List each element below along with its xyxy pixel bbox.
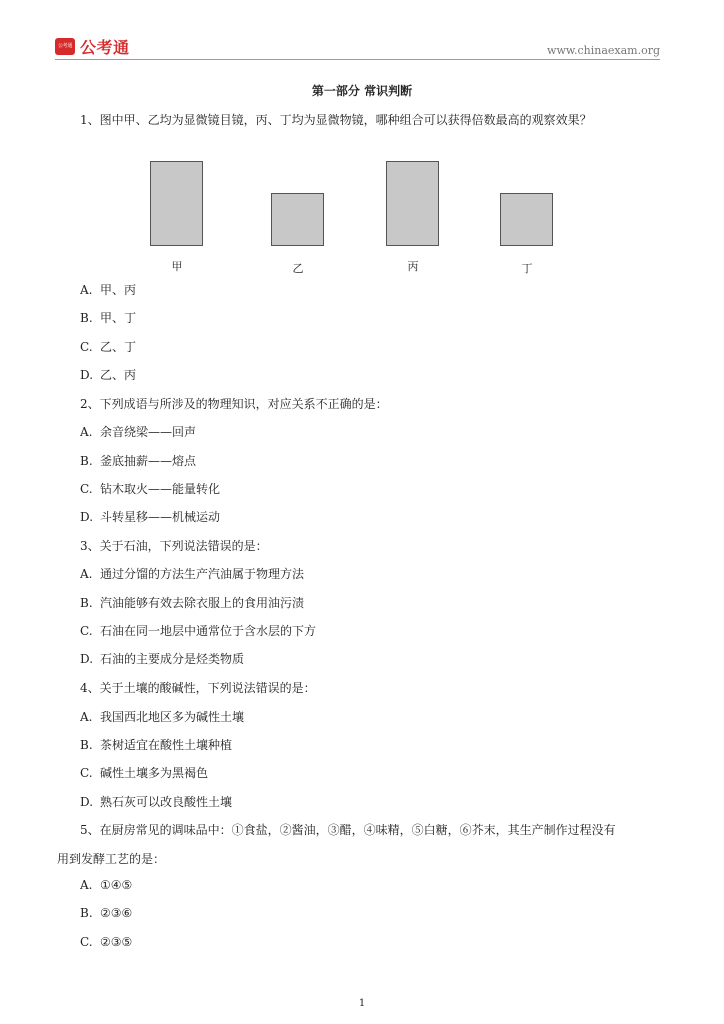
lens-yi: [271, 193, 324, 246]
lens-label-ding: 丁: [521, 262, 533, 275]
option-letter: B.: [80, 738, 93, 752]
option-letter: C.: [80, 482, 93, 496]
lens-jia: [150, 161, 203, 246]
option-text: 通过分馏的方法生产汽油属于物理方法: [100, 567, 305, 581]
q2-option-a: [80, 423, 196, 440]
q2-option-b: [80, 452, 196, 469]
q5-option-a: [80, 878, 132, 892]
option-text: 斗转星移——机械运动: [100, 510, 221, 524]
header-divider: [55, 59, 660, 60]
option-text: ②③⑤: [100, 935, 133, 949]
option-text: 碱性土壤多为黑褐色: [100, 766, 209, 780]
option-text: 我国西北地区多为碱性土壤: [100, 710, 245, 724]
option-letter: B.: [80, 454, 93, 468]
option-text: ②③⑥: [100, 906, 133, 920]
q2-option-d: [80, 508, 220, 525]
option-letter: A.: [80, 425, 93, 439]
option-letter: A.: [80, 567, 93, 581]
option-text: 甲、丁: [100, 311, 137, 325]
logo-badge: 公考通: [55, 38, 75, 55]
option-text: 乙、丁: [100, 340, 137, 354]
option-text: 石油在同一地层中通常位于含水层的下方: [100, 624, 317, 638]
option-text: 茶树适宜在酸性土壤种植: [100, 738, 233, 752]
option-letter: B.: [80, 311, 93, 325]
option-text: 余音绕梁——回声: [100, 425, 197, 439]
option-letter: C.: [80, 766, 93, 780]
option-letter: A.: [80, 283, 93, 297]
section-title: 第一部分 常识判断: [311, 84, 413, 98]
option-letter: D.: [80, 652, 94, 666]
option-letter: C.: [80, 624, 93, 638]
lens-label-yi: 乙: [292, 262, 304, 275]
option-text: 钻木取火——能量转化: [100, 482, 221, 496]
q4-option-d: [80, 793, 232, 810]
option-letter: C.: [80, 340, 93, 354]
q4-option-c: [80, 764, 208, 781]
option-letter: D.: [80, 795, 94, 809]
question-2-stem: 2、下列成语与所涉及的物理知识，对应关系不正确的是：: [80, 397, 388, 411]
option-text: 甲、丙: [100, 283, 137, 297]
question-5-stem: 5、在厨房常见的调味品中：①食盐，②酱油，③醋，④味精，⑤白糖，⑥芥末，其生产制作过程没有: [80, 823, 616, 837]
site-url: www.chinaexam.org: [547, 44, 660, 57]
q3-option-d: [80, 650, 244, 667]
option-text: ①④⑤: [100, 878, 133, 892]
lens-bing: [386, 161, 439, 246]
option-letter: D.: [80, 510, 94, 524]
option-text: 汽油能够有效去除衣服上的食用油污渍: [100, 596, 305, 610]
q4-option-a: [80, 708, 244, 725]
q5-option-b: [80, 906, 132, 920]
q5-option-c: [80, 935, 132, 949]
q1-option-d: [80, 366, 136, 383]
q3-option-c: [80, 622, 316, 639]
q4-option-b: [80, 736, 232, 753]
page-header: [0, 0, 724, 62]
option-text: 熟石灰可以改良酸性土壤: [100, 795, 233, 809]
page-number: 1: [358, 998, 366, 1009]
option-letter: B.: [80, 596, 93, 610]
q3-option-a: [80, 565, 304, 582]
option-letter: C.: [80, 935, 93, 949]
logo-text: 公考通: [80, 38, 130, 57]
option-letter: B.: [80, 906, 93, 920]
question-4-stem: 4、关于土壤的酸碱性，下列说法错误的是：: [80, 681, 316, 695]
question-3-stem: 3、关于石油，下列说法错误的是：: [80, 539, 268, 553]
q1-option-b: [80, 309, 136, 326]
option-text: 石油的主要成分是烃类物质: [100, 652, 245, 666]
option-text: 乙、丙: [100, 368, 137, 382]
option-letter: D.: [80, 368, 94, 382]
q1-option-c: [80, 338, 136, 355]
option-text: 釜底抽薪——熔点: [100, 454, 197, 468]
q2-option-c: [80, 480, 220, 497]
logo: [55, 35, 130, 58]
option-letter: A.: [80, 710, 93, 724]
lens-label-jia: 甲: [171, 260, 183, 273]
question-1-stem: 1、图中甲、乙均为显微镜目镜，丙、丁均为显微物镜，哪种组合可以获得倍数最高的观察效果？: [80, 113, 592, 127]
q3-option-b: [80, 594, 304, 611]
lens-ding: [500, 193, 553, 246]
lens-label-bing: 丙: [407, 260, 419, 273]
q1-option-a: [80, 281, 136, 298]
question-5-stem-continued: 用到发酵工艺的是：: [57, 852, 166, 866]
option-letter: A.: [80, 878, 93, 892]
